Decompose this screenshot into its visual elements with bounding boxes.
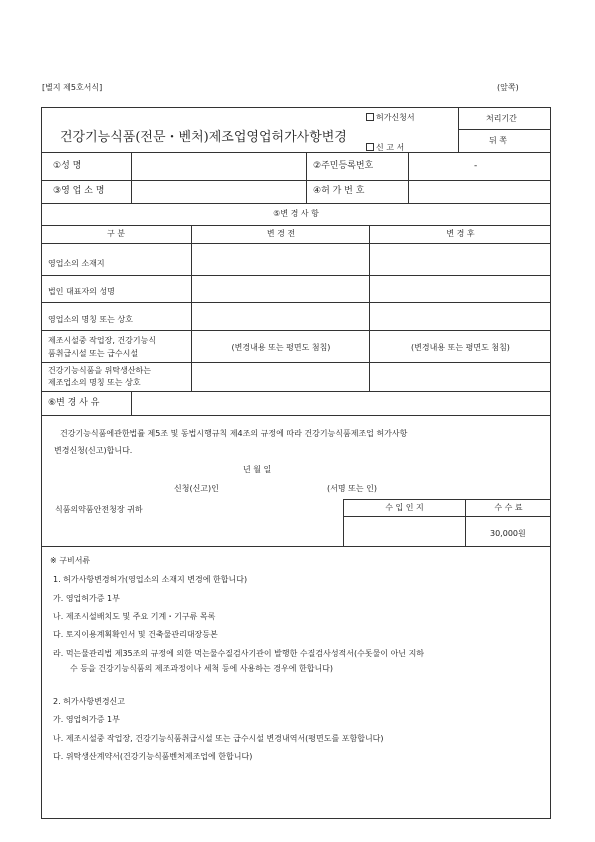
document-item: 가. 영업허가증 1부 <box>53 715 120 724</box>
processing-period-label: 처리기간 <box>486 114 517 123</box>
after-note: (변경내용 또는 평면도 첨침) <box>411 343 510 352</box>
divider <box>306 152 307 203</box>
divider <box>191 225 192 391</box>
page-side-label: (앞쪽) <box>497 83 519 92</box>
row-label-contractor: 건강기능식품을 위탁생산하는 <box>48 366 152 375</box>
option-report[interactable]: 신 고 서 <box>366 143 404 152</box>
fee-label: 수 수 료 <box>494 503 523 512</box>
document-item: 다. 토지이용계획확인서 및 건축물관리대장등본 <box>53 630 218 639</box>
divider <box>343 516 551 517</box>
divider <box>41 362 551 363</box>
row-label-location: 영업소의 소재지 <box>48 259 105 268</box>
document-item: 나. 제조시설중 작업장, 건강기능식품취급시설 또는 급수시설 변경내역서(평면도를 포함합니다) <box>53 734 384 743</box>
row-label-representative: 법인 대표자의 성명 <box>48 287 115 296</box>
rrn-separator: - <box>474 161 478 171</box>
divider <box>41 330 551 331</box>
document-item: 라. 먹는물관리법 제35조의 규정에 의한 먹는물수질검사기관이 발행한 수질검사성적서(수돗물이 아닌 지하 <box>53 649 425 658</box>
date-line: 년 월 일 <box>243 465 272 474</box>
divider <box>41 275 551 276</box>
col-category-header: 구 분 <box>107 229 125 238</box>
option-license-application[interactable]: 허가신청서 <box>366 113 415 122</box>
document-item: 다. 위탁생산계약서(건강기능식품벤처제조업에 한합니다) <box>53 752 253 761</box>
row-label-facilities-cont: 품취급시설 또는 급수시설 <box>48 349 139 358</box>
divider <box>131 391 132 415</box>
row-label-business-name: 영업소의 명칭 또는 상호 <box>48 315 133 324</box>
col-after-header: 변 경 후 <box>446 229 475 238</box>
processing-period-value: 뒤 쪽 <box>489 136 507 145</box>
divider <box>41 415 551 416</box>
before-note: (변경내용 또는 평면도 첨침) <box>231 343 331 352</box>
divider <box>369 225 370 391</box>
change-reason-label: ⑥변 경 사 유 <box>48 398 100 408</box>
documents-section-2: 2. 허가사항변경신고 <box>53 697 125 706</box>
document-item-cont: 수 등을 건강기능식품의 제조과정이나 세척 등에 사용하는 경우에 한합니다) <box>70 664 334 673</box>
documents-heading: ※ 구비서류 <box>50 556 91 565</box>
declaration-line-2: 변경신청(신고)합니다. <box>54 446 133 455</box>
divider <box>41 391 551 392</box>
divider <box>458 129 551 130</box>
documents-section-1: 1. 허가사항변경허가(영업소의 소재지 변경에 한합니다) <box>53 575 248 584</box>
form-number: [별지 제5호서식] <box>42 83 103 92</box>
divider <box>343 499 551 500</box>
declaration-line-1: 건강기능식품에관한법률 제5조 및 동법시행규칙 제4조의 규정에 따라 건강기능식품제조업 허가사항 <box>60 429 408 438</box>
divider <box>41 203 551 204</box>
signature-label: (서명 또는 인) <box>327 484 377 493</box>
divider <box>408 152 409 203</box>
applicant-label: 신청(신고)인 <box>174 484 219 493</box>
fee-value: 30,000원 <box>490 529 526 538</box>
divider <box>131 152 132 203</box>
checkbox-icon <box>366 143 374 151</box>
changes-section-title: ⑤변 경 사 항 <box>273 209 319 218</box>
document-item: 나. 제조시설배치도 및 주요 기계・기구류 목록 <box>53 612 216 621</box>
divider <box>41 546 551 547</box>
revenue-stamp-label: 수 입 인 지 <box>385 503 424 512</box>
business-name-label: ③영 업 소 명 <box>53 186 105 196</box>
divider <box>41 180 551 181</box>
divider <box>41 243 551 244</box>
divider <box>41 302 551 303</box>
rrn-label: ②주민등록번호 <box>313 161 374 171</box>
form-title: 건강기능식품(전문・벤처)제조업영업허가사항변경 <box>60 130 347 145</box>
checkbox-icon <box>366 113 374 121</box>
col-before-header: 변 경 전 <box>266 229 296 238</box>
divider <box>41 225 551 226</box>
name-label: ①성 명 <box>53 161 82 171</box>
addressee: 식품의약품안전청장 귀하 <box>55 505 143 514</box>
row-label-facilities: 제조시설중 작업장, 건강기능식 <box>48 336 157 345</box>
divider <box>41 152 551 153</box>
row-label-contractor-cont: 제조업소의 명칭 또는 상호 <box>48 378 141 387</box>
document-item: 가. 영업허가증 1부 <box>53 594 120 603</box>
license-number-label: ④허 가 번 호 <box>313 186 365 196</box>
